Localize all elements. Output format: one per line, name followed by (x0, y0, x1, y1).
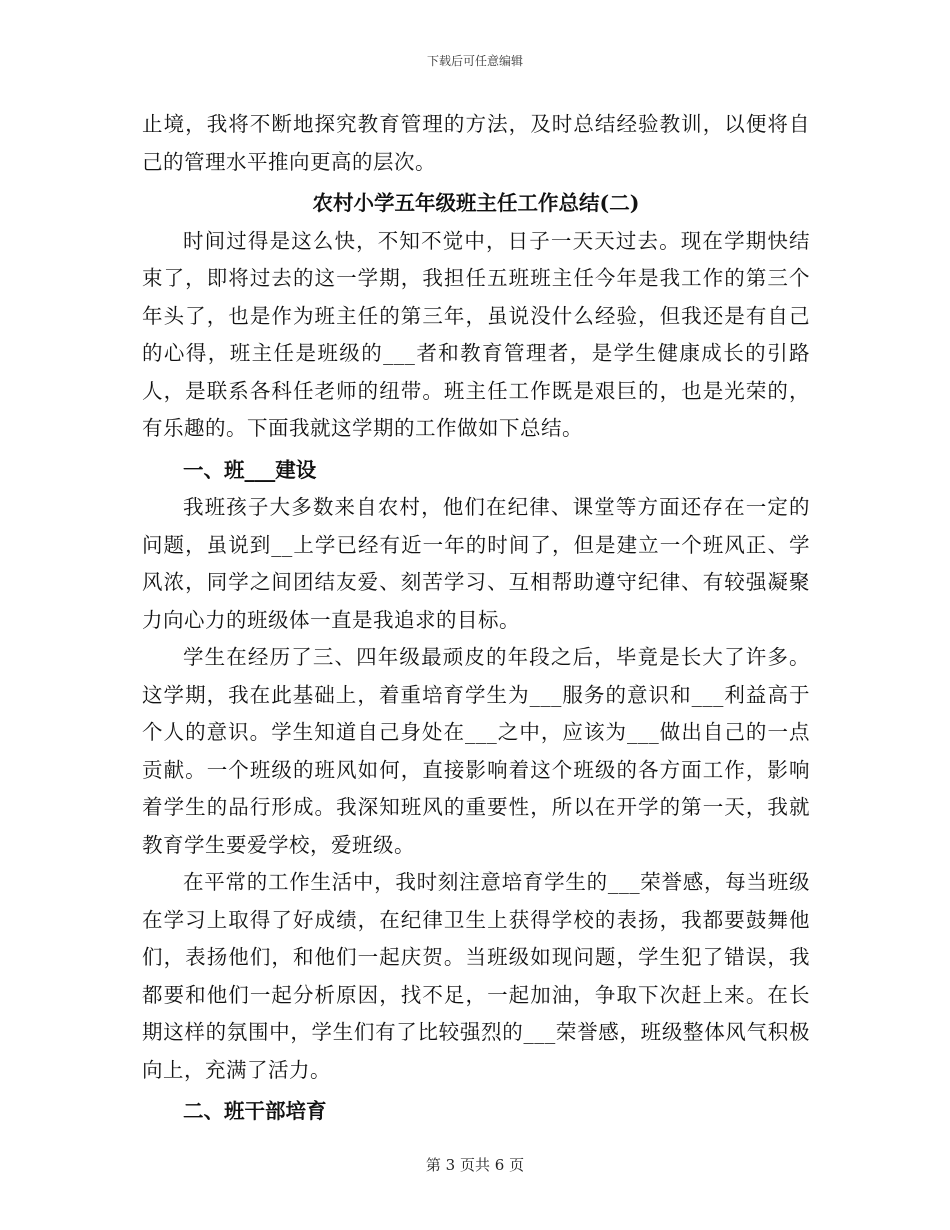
heading-cadre-training: 二、班干部培育 (183, 1099, 327, 1123)
header-note: 下载后可任意编辑 (426, 54, 523, 68)
paragraph-intro: 时间过得是这么快，不知不觉中，日子一天天过去。现在学期快结束了，即将过去的这一学期，我担任五班班主任今年是我工作的第三个年头了，也是作为班主任的第三年，虽说没什么经验，但我还是有自己的心得，班主任是班级的___者和教育管理者，是学生健康成长的引路人，是联系各科任老师的纽带。班主任工作既是艰巨的，也是光荣的，有乐趣的。下面我就这学期的工作做如下总结。 (142, 228, 810, 440)
paragraph-class-goal: 我班孩子大多数来自农村，他们在纪律、课堂等方面还存在一定的问题，虽说到__上学已经有近一年的时间了，但是建立一个班风正、学风浓，同学之间团结友爱、刻苦学习、互相帮助遵守纪律、有较强凝聚力向心力的班级体一直是我追求的目标。 (142, 495, 810, 632)
paragraph-continuation: 止境，我将不断地探究教育管理的方法，及时总结经验教训，以便将自己的管理水平推向更高的层次。 (142, 112, 810, 174)
paragraph-honor: 在平常的工作生活中，我时刻注意培育学生的___荣誉感，每当班级在学习上取得了好成绩，在纪律卫生上获得学校的表扬，我都要鼓舞他们，表扬他们，和他们一起庆贺。当班级如现问题，学生犯了错误，我都要和他们一起分析原因，找不足，一起加油，争取下次赶上来。在长期这样的氛围中，学生们有了比较强烈的___荣誉感，班级整体风气积极向上，充满了活力。 (142, 870, 810, 1082)
section-title: 农村小学五年级班主任工作总结(二) (312, 191, 640, 215)
paragraph-class-spirit: 学生在经历了三、四年级最顽皮的年段之后，毕竟是长大了许多。这学期，我在此基础上，着重培育学生为___服务的意识和___利益高于个人的意识。学生知道自己身处在___之中，应该为___做出自己的一点贡献。一个班级的班风如何，直接影响着这个班级的各方面工作，影响着学生的品行形成。我深知班风的重要性，所以在开学的第一天，我就教育学生要爱学校，爱班级。 (142, 645, 810, 857)
heading-class-building: 一、班___建设 (183, 457, 317, 482)
document-body (142, 106, 810, 1131)
page-number: 第 3 页共 6 页 (425, 1156, 525, 1174)
